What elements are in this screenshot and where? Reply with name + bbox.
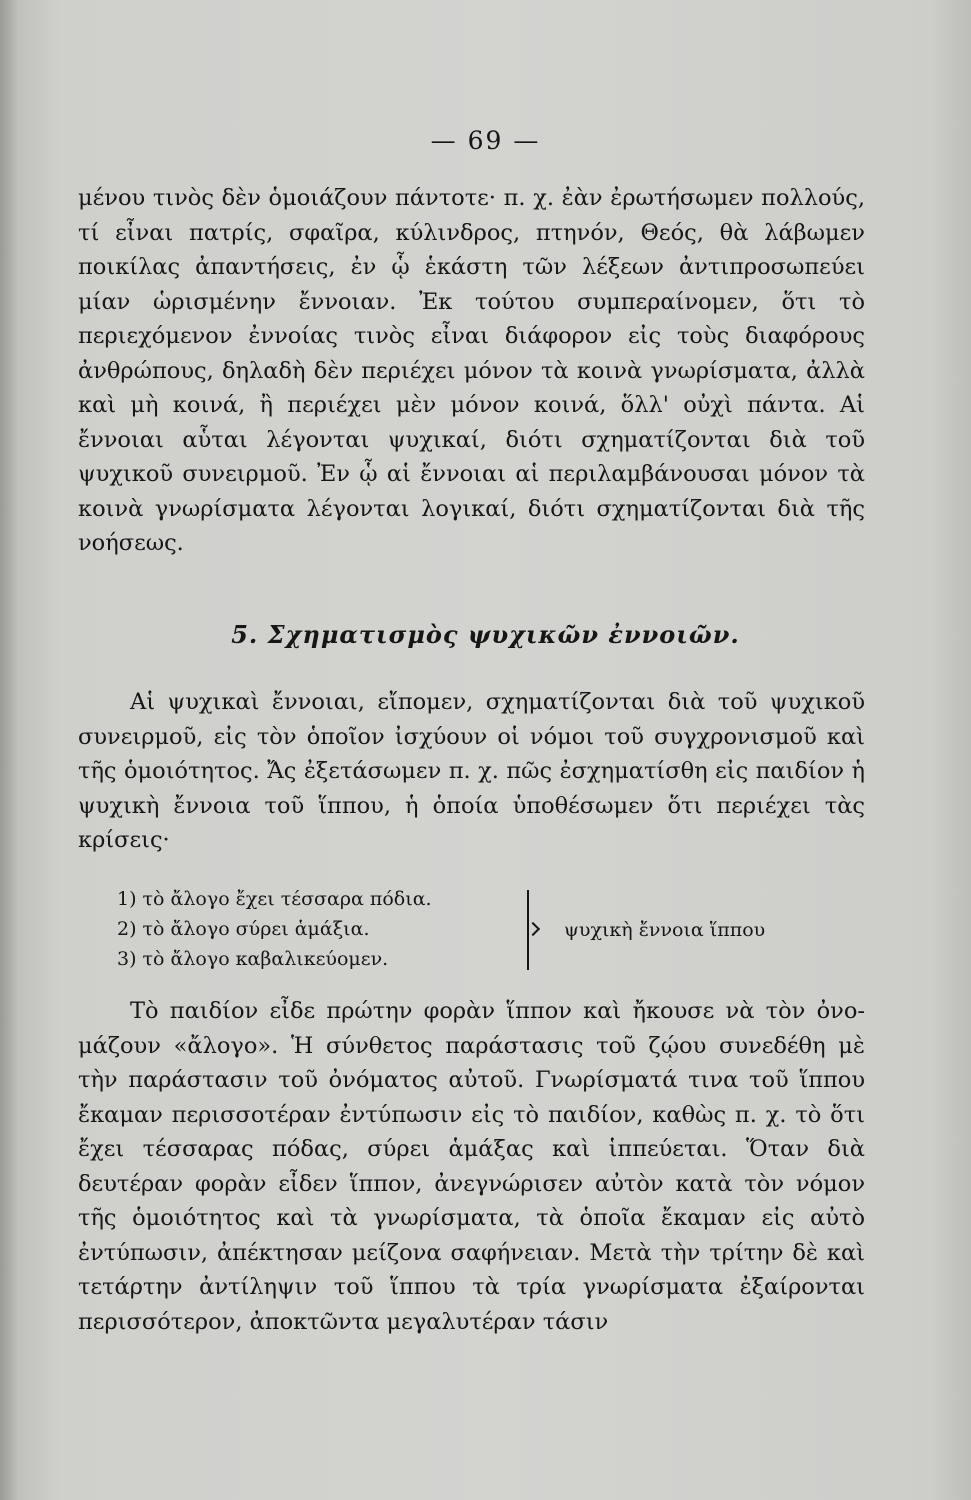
judgment-item: 3) τὸ ἄλογο καβαλικεύομεν. (117, 948, 389, 970)
judgments-label: ψυχικὴ ἔννοια ἵππου (564, 919, 766, 941)
paragraph-main (78, 994, 865, 1339)
paragraph-continuation-text: μένου τινὸς δὲν ὁμοιάζουν πάντοτε· π. χ. ἐὰν ἐρωτήσωμεν πολλούς, τί εἶναι πατρίς, σφαῖρα, κύλινδρος, πτηνόν, Θεός, θὰ λάβωμεν ποικίλας ἀπαντήσεις, ἐν ᾧ ἑκάστη τῶν λέξεων ἀντιπροσωπεύει μίαν ὡρισμένην ἔννοιαν. Ἐκ τούτου συμπεραίνομεν, ὅτι τὸ περιεχόμενον ἐννοίας τινὸς εἶναι διάφορον εἰς τοὺς διαφόρους ἀνθρώπους, δηλαδὴ δὲν περιέχει μόνον τὰ κοινὰ γνωρίσματα, ἀλλὰ καὶ μὴ κοινά, ἢ περιέχει μὲν μόνον κοινά, ὅλλ' οὐχὶ πάντα. Αἱ ἔννοιαι αὗται λέγονται ψυχικαί, διότι σχηματίζονται διὰ τοῦ ψυχικοῦ συνειρμοῦ. Ἐν ᾧ αἱ ἔννοιαι αἱ περιλαμβάνουσαι μόνον τὰ κοινὰ γνωρίσματα λέγονται λογικαί, διότι σχηματίζονται διὰ τῆς νοήσεως. (78, 185, 865, 556)
grouping-brace (527, 890, 529, 970)
section-heading: 5. Σχηματισμὸς ψυχικῶν ἐννοιῶν. (231, 620, 740, 649)
paragraph-intro (78, 685, 865, 858)
paragraph-continuation (78, 181, 865, 561)
paragraph-main-text: Τὸ παιδίον εἶδε πρώτην φορὰν ἵππον καὶ ἤκουσε νὰ τὸν ὀνομάζουν «ἄλογο». Ἡ σύνθετος παράστασις τοῦ ζῴου συνεδέθη μὲ τὴν παράστασιν τοῦ ὀνόματος αὐτοῦ. Γνωρίσματά τινα τοῦ ἵππου ἔκαμαν περισσοτέραν ἐντύπωσιν εἰς τὸ παιδίον, καθὼς π. χ. τὸ ὅτι ἔχει τέσσαρας πόδας, σύρει ἁμάξας καὶ ἱππεύεται. Ὅταν διὰ δευτέραν φορὰν εἶδεν ἵππον, ἀνεγνώρισεν αὐτὸν κατὰ τὸν νόμον τῆς ὁμοιότητος καὶ τὰ γνωρίσματα, τὰ ὁποῖα ἔκαμαν εἰς αὐτὸ ἐντύπωσιν, ἀπέκτησαν μείζονα σαφήνειαν. Μετὰ τὴν τρίτην δὲ καὶ τετάρτην ἀντίληψιν τοῦ ἵππου τὰ τρία γνωρίσματα ἐξαίρονται περισσότερον, ἀποκτῶντα μεγαλυτέραν τάσιν (78, 998, 865, 1335)
binding-shadow (0, 0, 18, 1500)
judgment-item: 1) τὸ ἄλογο ἔχει τέσσαρα πόδια. (117, 888, 432, 910)
page-number: — 69 — (430, 126, 541, 155)
paragraph-intro-text: Αἱ ψυχικαὶ ἔννοιαι, εἴπομεν, σχηματίζονται διὰ τοῦ ψυχικοῦ συνειρμοῦ, εἰς τὸν ὁποῖον ἰσχύουν οἱ νόμοι τοῦ συγχρονισμοῦ καὶ τῆς ὁμοιότητος. Ἄς ἐξετάσωμεν π. χ. πῶς ἐσχηματίσθη εἰς παιδίον ἡ ψυχικὴ ἔννοια τοῦ ἵππου, ἡ ὁποία ὑποθέσωμεν ὅτι περιέχει τὰς κρίσεις· (78, 689, 865, 853)
judgment-item: 2) τὸ ἄλογο σύρει ἁμάξια. (117, 918, 370, 940)
judgments-block (117, 884, 817, 974)
